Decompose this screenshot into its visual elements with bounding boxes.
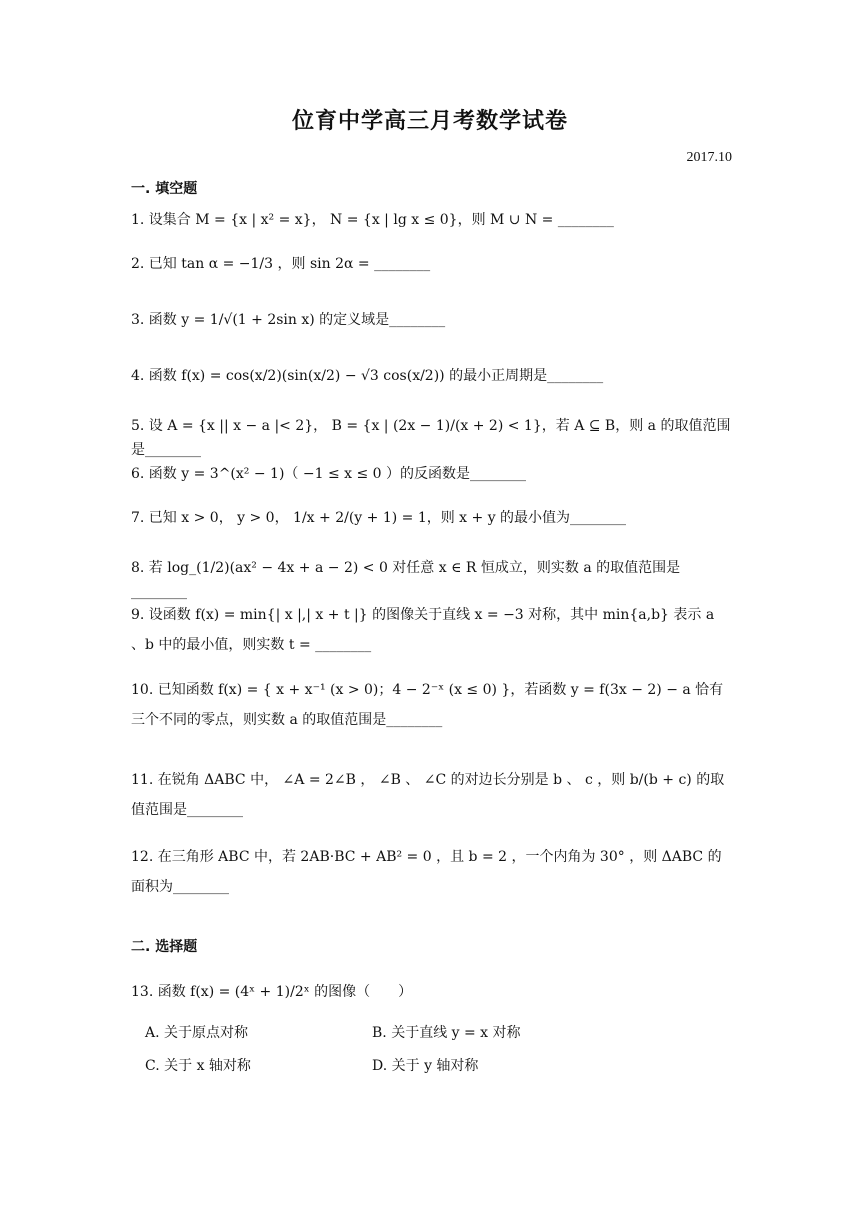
question-10: 10. 已知函数 f(x) = { x + x⁻¹ (x > 0)；4 − 2⁻ˣ (x ≤ 0) }，若函数 y = f(3x − 2) − a 恰有三个不同的零点，则实数 a 的取值范围是________ [131,682,724,728]
question-5: 5. 设 A = {x || x − a |< 2}， B = {x | (2x − 1)/(x + 2) < 1}，若 A ⊆ B，则 a 的取值范围是________ [131,418,731,458]
question-2: 2. 已知 tan α = −1/3 ，则 sin 2α = ________ [131,256,431,272]
question-9: 9. 设函数 f(x) = min{| x |,| x + t |} 的图像关于直线 x = −3 对称，其中 min{a,b} 表示 a 、b 中的最小值，则实数 t = ________ [131,607,715,653]
question-12: 12. 在三角形 ABC 中，若 2AB·BC + AB² = 0 ，且 b = 2 ，一个内角为 30° ，则 ΔABC 的面积为________ [131,849,722,895]
question-13: 13. 函数 f(x) = (4ˣ + 1)/2ˣ 的图像（ ） [131,984,413,1000]
section-heading-choice: 二. 选择题 [131,939,198,955]
exam-date: 2017.10 [686,150,732,165]
question-8: 8. 若 log_(1/2)(ax² − 4x + a − 2) < 0 对任意 x ∈ R 恒成立，则实数 a 的取值范围是________ [131,560,681,600]
option-a: A. 关于原点对称 [145,1025,249,1041]
section-heading-fill-blank: 一. 填空题 [131,181,198,197]
question-11: 11. 在锐角 ΔABC 中， ∠A = 2∠B ， ∠B 、 ∠C 的对边长分别是 b 、 c ，则 b/(b + c) 的取值范围是________ [131,772,725,818]
question-1: 1. 设集合 M = {x | x² = x}， N = {x | lg x ≤ 0}，则 M ∪ N = ________ [131,212,614,228]
question-7: 7. 已知 x > 0， y > 0， 1/x + 2/(y + 1) = 1，则 x + y 的最小值为________ [131,510,627,526]
option-b: B. 关于直线 y = x 对称 [372,1025,521,1041]
page-title: 位育中学高三月考数学试卷 [291,109,568,134]
option-d: D. 关于 y 轴对称 [372,1058,479,1074]
option-c: C. 关于 x 轴对称 [145,1058,251,1074]
question-3: 3. 函数 y = 1/√(1 + 2sin x) 的定义域是________ [131,312,446,328]
question-6: 6. 函数 y = 3^(x² − 1)（ −1 ≤ x ≤ 0 ）的反函数是________ [131,466,527,482]
question-4: 4. 函数 f(x) = cos(x/2)(sin(x/2) − √3 cos(x/2)) 的最小正周期是________ [131,368,604,384]
